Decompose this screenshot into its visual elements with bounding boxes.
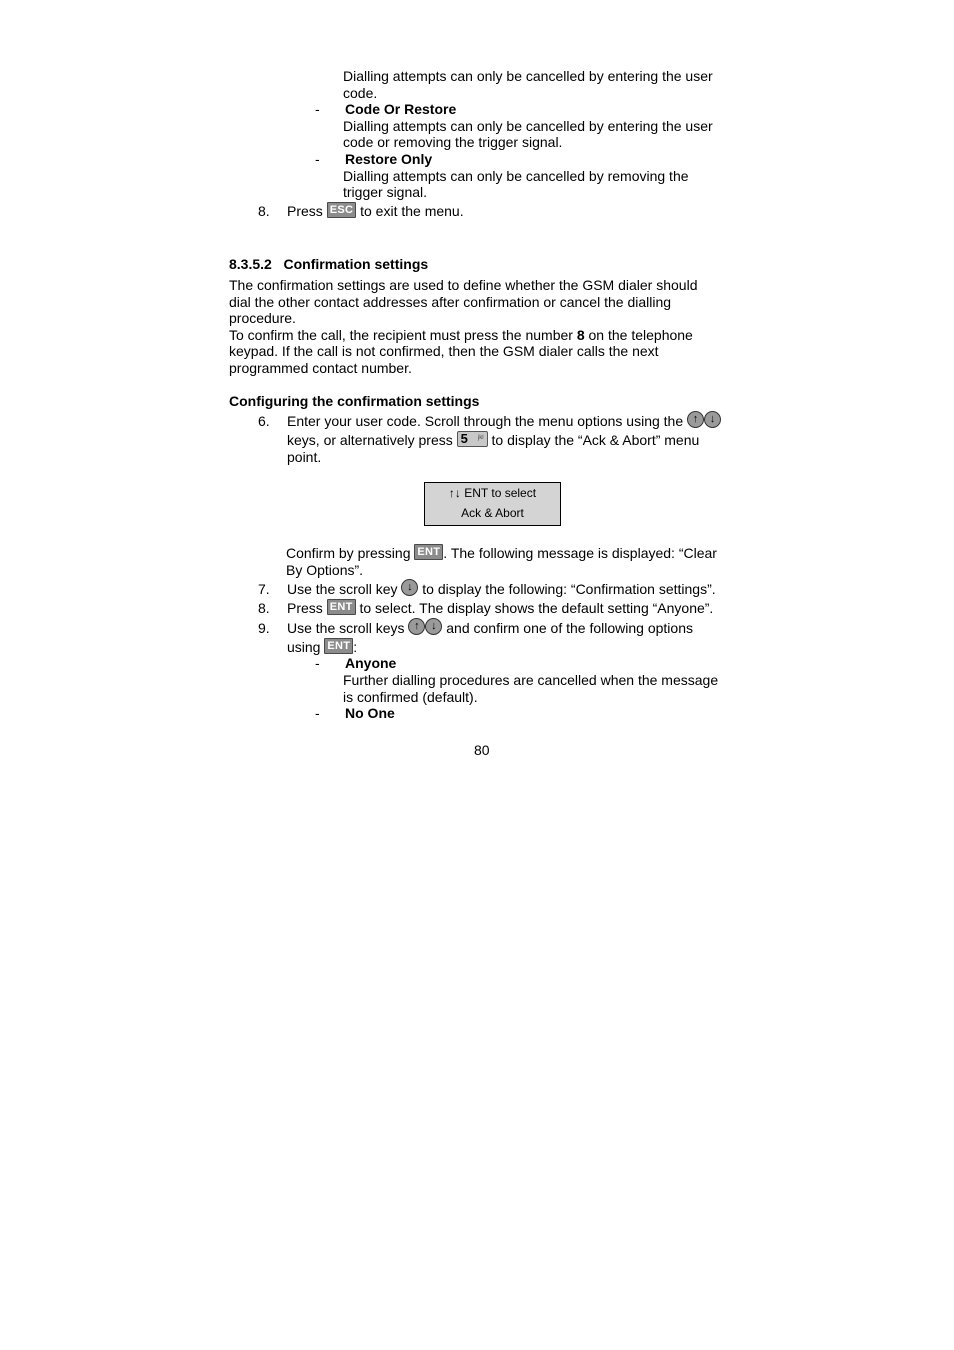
text-line: code or removing the trigger signal. [343, 134, 563, 150]
subheading: Configuring the confirmation settings [229, 393, 480, 409]
step-8-text [287, 203, 464, 220]
step-6-line2 [287, 432, 699, 449]
text: keys, or alternatively press [287, 432, 453, 448]
text: Use the scroll keys [287, 620, 405, 636]
option-title-code-or-restore: Code Or Restore [345, 101, 457, 117]
paragraph-line: programmed contact number. [229, 360, 412, 376]
text: to display the “Ack & Abort” menu [491, 432, 700, 448]
text: and confirm one of the following options [446, 620, 693, 636]
text-line: Dialling attempts can only be cancelled by removing the [343, 168, 689, 184]
text: to select. The display shows the default setting “Anyone”. [359, 600, 714, 616]
text-line: is confirmed (default). [343, 689, 478, 705]
section-heading: 8.3.5.2 Confirmation settings [229, 256, 429, 272]
paragraph-line [229, 327, 693, 344]
option-title-anyone: Anyone [345, 655, 397, 671]
down-arrow-key-icon: ↓ [425, 618, 442, 635]
text: To confirm the call, the recipient must press the number [229, 327, 573, 343]
text-line: Further dialling procedures are cancelled when the message [343, 672, 719, 688]
bullet-dash: - [315, 101, 320, 117]
text: : [353, 639, 358, 655]
text: using [287, 639, 321, 655]
lcd-line-2: Ack & Abort [461, 506, 524, 520]
text: . The following message is displayed: “Clear [443, 545, 717, 561]
text: Confirm by pressing [286, 545, 411, 561]
option-title-restore-only: Restore Only [345, 151, 433, 167]
lcd-display [424, 482, 561, 526]
text: Use the scroll key [287, 581, 398, 597]
key-5-letters: jkl [477, 435, 484, 441]
text: Press [287, 600, 323, 616]
up-arrow-key-icon: ↑ [408, 618, 425, 635]
paragraph-line: The confirmation settings are used to define whether the GSM dialer should [229, 277, 698, 293]
page-number: 80 [474, 742, 490, 758]
lcd-line-1: ↑↓ ENT to select [448, 486, 537, 500]
confirm-line1 [286, 545, 717, 562]
text-line: trigger signal. [343, 184, 428, 200]
text: Press [287, 203, 323, 219]
text-line: Dialling attempts can only be cancelled by entering the user [343, 68, 713, 84]
up-arrow-key-icon: ↑ [687, 411, 704, 428]
bullet-dash: - [315, 151, 320, 167]
key-5-icon [457, 431, 488, 447]
text: to exit the menu. [360, 203, 464, 219]
text: Enter your user code. Scroll through the menu options using the [287, 413, 684, 429]
bullet-dash: - [315, 655, 320, 671]
paragraph-line: dial the other contact addresses after confirmation or cancel the dialling [229, 294, 672, 310]
text-line: code. [343, 85, 378, 101]
down-arrow-key-icon: ↓ [401, 579, 418, 596]
paragraph-line: keypad. If the call is not confirmed, then the GSM dialer calls the next [229, 343, 659, 359]
option-title-no-one: No One [345, 705, 395, 721]
step-9-line2 [287, 639, 357, 656]
esc-key-icon: ESC [327, 202, 357, 218]
step-number: 8. [258, 600, 270, 616]
ent-key-icon: ENT [327, 599, 356, 615]
ent-key-icon: ENT [324, 638, 353, 654]
confirm-line2: By Options”. [286, 562, 364, 578]
step-6-line1 [287, 413, 721, 430]
step-number: 8. [258, 203, 270, 219]
text: to display the following: “Confirmation settings”. [422, 581, 716, 597]
paragraph-line: procedure. [229, 310, 296, 326]
text: on the telephone [588, 327, 693, 343]
step-7-text [287, 581, 716, 598]
key-5-digit: 5 [460, 431, 468, 446]
down-arrow-key-icon: ↓ [704, 411, 721, 428]
step-number: 6. [258, 413, 270, 429]
step-8b-text [287, 600, 713, 617]
step-number: 7. [258, 581, 270, 597]
number-8: 8 [576, 327, 585, 343]
bullet-dash: - [315, 705, 320, 721]
text-line: Dialling attempts can only be cancelled by entering the user [343, 118, 713, 134]
step-number: 9. [258, 620, 270, 636]
ent-key-icon: ENT [414, 544, 443, 560]
step-9-line1 [287, 620, 693, 637]
step-6-line3: point. [287, 449, 322, 465]
